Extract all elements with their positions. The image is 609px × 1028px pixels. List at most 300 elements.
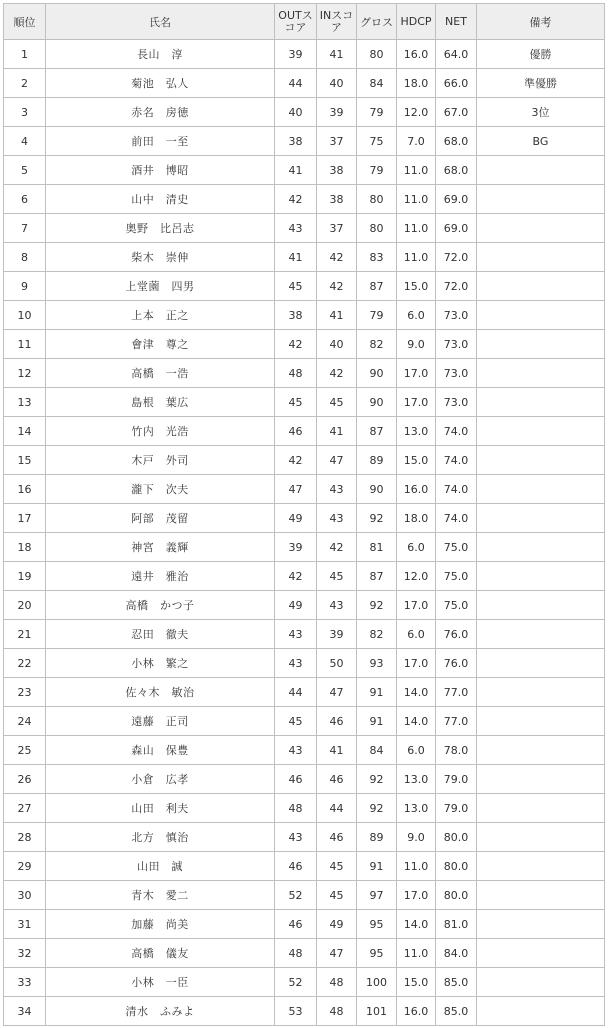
out-score-cell: 46 [275, 765, 317, 794]
table-row [4, 272, 605, 301]
net-cell: 74.0 [436, 475, 477, 504]
name-cell: 會津 尊之 [46, 330, 275, 359]
table-row [4, 533, 605, 562]
net-cell: 68.0 [436, 156, 477, 185]
gross-cell: 95 [357, 910, 397, 939]
out-score-cell: 43 [275, 649, 317, 678]
net-cell: 73.0 [436, 359, 477, 388]
note-cell [477, 446, 605, 475]
gross-cell: 89 [357, 823, 397, 852]
name-cell: 青木 愛二 [46, 881, 275, 910]
net-cell: 81.0 [436, 910, 477, 939]
gross-cell: 92 [357, 504, 397, 533]
gross-cell: 91 [357, 852, 397, 881]
name-cell: 柴木 崇伸 [46, 243, 275, 272]
in-score-cell: 45 [317, 388, 357, 417]
rank-cell: 2 [4, 69, 46, 98]
net-cell: 80.0 [436, 852, 477, 881]
hdcp-cell: 17.0 [397, 359, 436, 388]
hdcp-cell: 18.0 [397, 69, 436, 98]
hdcp-cell: 9.0 [397, 823, 436, 852]
note-cell [477, 243, 605, 272]
in-score-cell: 47 [317, 446, 357, 475]
table-row [4, 562, 605, 591]
name-cell: 瀧下 次夫 [46, 475, 275, 504]
table-row [4, 127, 605, 156]
hdcp-cell: 17.0 [397, 881, 436, 910]
note-cell [477, 620, 605, 649]
net-cell: 75.0 [436, 562, 477, 591]
net-cell: 78.0 [436, 736, 477, 765]
name-cell: 上堂薗 四男 [46, 272, 275, 301]
net-cell: 77.0 [436, 678, 477, 707]
net-cell: 84.0 [436, 939, 477, 968]
rank-cell: 16 [4, 475, 46, 504]
hdcp-cell: 11.0 [397, 243, 436, 272]
table-row [4, 388, 605, 417]
gross-cell: 80 [357, 185, 397, 214]
gross-cell: 90 [357, 388, 397, 417]
gross-cell: 79 [357, 98, 397, 127]
net-cell: 75.0 [436, 533, 477, 562]
note-cell [477, 736, 605, 765]
hdcp-cell: 18.0 [397, 504, 436, 533]
gross-cell: 84 [357, 736, 397, 765]
in-score-cell: 44 [317, 794, 357, 823]
net-cell: 74.0 [436, 504, 477, 533]
rank-cell: 14 [4, 417, 46, 446]
out-score-cell: 53 [275, 997, 317, 1026]
table-row [4, 330, 605, 359]
note-cell [477, 533, 605, 562]
in-score-cell: 39 [317, 620, 357, 649]
rank-cell: 9 [4, 272, 46, 301]
out-score-cell: 42 [275, 330, 317, 359]
net-cell: 66.0 [436, 69, 477, 98]
out-score-cell: 44 [275, 678, 317, 707]
note-cell [477, 214, 605, 243]
rank-cell: 1 [4, 40, 46, 69]
gross-cell: 84 [357, 69, 397, 98]
hdcp-cell: 17.0 [397, 591, 436, 620]
name-cell: 木戸 外司 [46, 446, 275, 475]
gross-cell: 83 [357, 243, 397, 272]
out-score-cell: 43 [275, 214, 317, 243]
name-cell: 高橋 儀友 [46, 939, 275, 968]
net-cell: 68.0 [436, 127, 477, 156]
table-row [4, 98, 605, 127]
out-score-cell: 43 [275, 823, 317, 852]
rank-cell: 8 [4, 243, 46, 272]
note-cell [477, 649, 605, 678]
out-score-cell: 44 [275, 69, 317, 98]
net-cell: 76.0 [436, 649, 477, 678]
table-row [4, 446, 605, 475]
table-row [4, 881, 605, 910]
name-cell: 忍田 徹夫 [46, 620, 275, 649]
note-cell [477, 591, 605, 620]
gross-cell: 92 [357, 591, 397, 620]
out-score-cell: 38 [275, 127, 317, 156]
table-row [4, 475, 605, 504]
gross-cell: 92 [357, 765, 397, 794]
note-cell [477, 765, 605, 794]
name-cell: 加藤 尚美 [46, 910, 275, 939]
in-score-cell: 46 [317, 765, 357, 794]
gross-cell: 90 [357, 475, 397, 504]
in-score-cell: 46 [317, 823, 357, 852]
hdcp-cell: 14.0 [397, 910, 436, 939]
gross-cell: 79 [357, 301, 397, 330]
out-score-cell: 48 [275, 359, 317, 388]
hdcp-cell: 7.0 [397, 127, 436, 156]
name-cell: 小林 繁之 [46, 649, 275, 678]
rank-cell: 12 [4, 359, 46, 388]
hdcp-cell: 17.0 [397, 388, 436, 417]
in-score-cell: 42 [317, 272, 357, 301]
note-cell [477, 968, 605, 997]
in-score-cell: 41 [317, 736, 357, 765]
net-cell: 79.0 [436, 794, 477, 823]
note-cell [477, 417, 605, 446]
net-cell: 73.0 [436, 330, 477, 359]
hdcp-cell: 11.0 [397, 156, 436, 185]
hdcp-cell: 11.0 [397, 939, 436, 968]
out-score-cell: 52 [275, 881, 317, 910]
name-cell: 遠井 雅治 [46, 562, 275, 591]
note-cell [477, 881, 605, 910]
gross-cell: 91 [357, 707, 397, 736]
net-cell: 77.0 [436, 707, 477, 736]
net-cell: 67.0 [436, 98, 477, 127]
note-cell [477, 330, 605, 359]
name-cell: 佐々木 敏治 [46, 678, 275, 707]
rank-cell: 6 [4, 185, 46, 214]
net-cell: 72.0 [436, 272, 477, 301]
note-cell [477, 823, 605, 852]
table-row [4, 707, 605, 736]
note-cell [477, 156, 605, 185]
note-cell [477, 852, 605, 881]
hdcp-cell: 9.0 [397, 330, 436, 359]
out-score-cell: 45 [275, 272, 317, 301]
rank-cell: 32 [4, 939, 46, 968]
gross-cell: 91 [357, 678, 397, 707]
gross-cell: 82 [357, 330, 397, 359]
rank-cell: 11 [4, 330, 46, 359]
note-cell: BG [477, 127, 605, 156]
hdcp-cell: 15.0 [397, 272, 436, 301]
name-cell: 菊池 弘人 [46, 69, 275, 98]
hdcp-cell: 6.0 [397, 620, 436, 649]
gross-cell: 101 [357, 997, 397, 1026]
out-score-cell: 41 [275, 243, 317, 272]
gross-cell: 90 [357, 359, 397, 388]
out-score-cell: 41 [275, 156, 317, 185]
in-score-cell: 45 [317, 852, 357, 881]
gross-cell: 79 [357, 156, 397, 185]
note-cell [477, 272, 605, 301]
net-cell: 79.0 [436, 765, 477, 794]
hdcp-cell: 17.0 [397, 649, 436, 678]
rank-cell: 33 [4, 968, 46, 997]
note-cell [477, 678, 605, 707]
table-body [4, 40, 605, 1026]
net-cell: 69.0 [436, 185, 477, 214]
table-row [4, 765, 605, 794]
hdcp-cell: 11.0 [397, 214, 436, 243]
name-cell: 小林 一臣 [46, 968, 275, 997]
gross-cell: 80 [357, 40, 397, 69]
table-row [4, 359, 605, 388]
note-cell: 3位 [477, 98, 605, 127]
gross-cell: 75 [357, 127, 397, 156]
table-row [4, 185, 605, 214]
table-header [4, 4, 605, 40]
out-score-cell: 45 [275, 388, 317, 417]
in-score-cell: 47 [317, 678, 357, 707]
net-cell: 75.0 [436, 591, 477, 620]
out-score-cell: 39 [275, 533, 317, 562]
in-score-cell: 37 [317, 214, 357, 243]
out-score-cell: 39 [275, 40, 317, 69]
note-cell [477, 562, 605, 591]
name-cell: 山中 清史 [46, 185, 275, 214]
rank-cell: 3 [4, 98, 46, 127]
rank-cell: 15 [4, 446, 46, 475]
table-row [4, 591, 605, 620]
gross-cell: 100 [357, 968, 397, 997]
net-cell: 69.0 [436, 214, 477, 243]
rank-cell: 34 [4, 997, 46, 1026]
name-cell: 神宮 義輝 [46, 533, 275, 562]
gross-cell: 87 [357, 562, 397, 591]
rank-cell: 20 [4, 591, 46, 620]
net-cell: 73.0 [436, 388, 477, 417]
net-cell: 64.0 [436, 40, 477, 69]
table-row [4, 939, 605, 968]
out-score-cell: 40 [275, 98, 317, 127]
in-score-cell: 39 [317, 98, 357, 127]
in-score-cell: 42 [317, 243, 357, 272]
rank-cell: 30 [4, 881, 46, 910]
note-cell [477, 504, 605, 533]
header-name: 氏名 [46, 4, 275, 40]
rank-cell: 17 [4, 504, 46, 533]
out-score-cell: 42 [275, 185, 317, 214]
out-score-cell: 43 [275, 736, 317, 765]
rank-cell: 7 [4, 214, 46, 243]
rank-cell: 4 [4, 127, 46, 156]
table-row [4, 678, 605, 707]
gross-cell: 93 [357, 649, 397, 678]
header-gross: グロス [357, 4, 397, 40]
hdcp-cell: 16.0 [397, 997, 436, 1026]
out-score-cell: 52 [275, 968, 317, 997]
gross-cell: 92 [357, 794, 397, 823]
rank-cell: 22 [4, 649, 46, 678]
hdcp-cell: 14.0 [397, 678, 436, 707]
table-row [4, 794, 605, 823]
hdcp-cell: 15.0 [397, 968, 436, 997]
header-row [4, 4, 605, 40]
hdcp-cell: 13.0 [397, 417, 436, 446]
in-score-cell: 43 [317, 504, 357, 533]
out-score-cell: 46 [275, 910, 317, 939]
gross-cell: 81 [357, 533, 397, 562]
net-cell: 73.0 [436, 301, 477, 330]
name-cell: 赤名 房徳 [46, 98, 275, 127]
in-score-cell: 42 [317, 533, 357, 562]
net-cell: 74.0 [436, 417, 477, 446]
out-score-cell: 42 [275, 446, 317, 475]
name-cell: 阿部 茂留 [46, 504, 275, 533]
table-row [4, 823, 605, 852]
gross-cell: 95 [357, 939, 397, 968]
hdcp-cell: 16.0 [397, 40, 436, 69]
table-row [4, 243, 605, 272]
header-net: NET [436, 4, 477, 40]
name-cell: 清水 ふみよ [46, 997, 275, 1026]
table-row [4, 910, 605, 939]
in-score-cell: 48 [317, 968, 357, 997]
note-cell [477, 388, 605, 417]
results-table [3, 3, 605, 1026]
note-cell [477, 997, 605, 1026]
header-in-score: INスコア [317, 4, 357, 40]
rank-cell: 27 [4, 794, 46, 823]
note-cell [477, 185, 605, 214]
table-row [4, 504, 605, 533]
name-cell: 高橋 かつ子 [46, 591, 275, 620]
name-cell: 島根 葉広 [46, 388, 275, 417]
out-score-cell: 48 [275, 939, 317, 968]
rank-cell: 28 [4, 823, 46, 852]
name-cell: 北方 慎治 [46, 823, 275, 852]
note-cell [477, 910, 605, 939]
in-score-cell: 40 [317, 330, 357, 359]
out-score-cell: 49 [275, 504, 317, 533]
table-row [4, 649, 605, 678]
out-score-cell: 42 [275, 562, 317, 591]
table-row [4, 301, 605, 330]
name-cell: 小倉 広孝 [46, 765, 275, 794]
hdcp-cell: 12.0 [397, 562, 436, 591]
out-score-cell: 47 [275, 475, 317, 504]
hdcp-cell: 16.0 [397, 475, 436, 504]
name-cell: 奥野 比呂志 [46, 214, 275, 243]
note-cell [477, 794, 605, 823]
header-hdcp: HDCP [397, 4, 436, 40]
gross-cell: 87 [357, 417, 397, 446]
net-cell: 74.0 [436, 446, 477, 475]
gross-cell: 80 [357, 214, 397, 243]
hdcp-cell: 15.0 [397, 446, 436, 475]
name-cell: 山田 利夫 [46, 794, 275, 823]
gross-cell: 89 [357, 446, 397, 475]
out-score-cell: 46 [275, 417, 317, 446]
in-score-cell: 41 [317, 301, 357, 330]
note-cell: 優勝 [477, 40, 605, 69]
net-cell: 85.0 [436, 997, 477, 1026]
header-out-score: OUTスコア [275, 4, 317, 40]
in-score-cell: 43 [317, 591, 357, 620]
net-cell: 76.0 [436, 620, 477, 649]
in-score-cell: 45 [317, 562, 357, 591]
rank-cell: 13 [4, 388, 46, 417]
rank-cell: 24 [4, 707, 46, 736]
hdcp-cell: 6.0 [397, 301, 436, 330]
in-score-cell: 38 [317, 156, 357, 185]
out-score-cell: 48 [275, 794, 317, 823]
in-score-cell: 40 [317, 69, 357, 98]
hdcp-cell: 13.0 [397, 765, 436, 794]
in-score-cell: 49 [317, 910, 357, 939]
table-row [4, 40, 605, 69]
table-row [4, 997, 605, 1026]
in-score-cell: 43 [317, 475, 357, 504]
name-cell: 遠藤 正司 [46, 707, 275, 736]
table-row [4, 156, 605, 185]
rank-cell: 25 [4, 736, 46, 765]
note-cell [477, 475, 605, 504]
in-score-cell: 45 [317, 881, 357, 910]
hdcp-cell: 6.0 [397, 533, 436, 562]
table-row [4, 417, 605, 446]
hdcp-cell: 14.0 [397, 707, 436, 736]
table-row [4, 852, 605, 881]
out-score-cell: 43 [275, 620, 317, 649]
in-score-cell: 46 [317, 707, 357, 736]
rank-cell: 23 [4, 678, 46, 707]
in-score-cell: 41 [317, 417, 357, 446]
note-cell [477, 707, 605, 736]
table-row [4, 69, 605, 98]
table-row [4, 968, 605, 997]
table-row [4, 620, 605, 649]
name-cell: 竹内 光浩 [46, 417, 275, 446]
net-cell: 85.0 [436, 968, 477, 997]
header-rank: 順位 [4, 4, 46, 40]
net-cell: 80.0 [436, 823, 477, 852]
header-note: 備考 [477, 4, 605, 40]
in-score-cell: 48 [317, 997, 357, 1026]
in-score-cell: 37 [317, 127, 357, 156]
net-cell: 80.0 [436, 881, 477, 910]
rank-cell: 5 [4, 156, 46, 185]
rank-cell: 19 [4, 562, 46, 591]
hdcp-cell: 12.0 [397, 98, 436, 127]
name-cell: 酒井 博昭 [46, 156, 275, 185]
in-score-cell: 38 [317, 185, 357, 214]
note-cell [477, 301, 605, 330]
gross-cell: 82 [357, 620, 397, 649]
in-score-cell: 50 [317, 649, 357, 678]
out-score-cell: 38 [275, 301, 317, 330]
gross-cell: 87 [357, 272, 397, 301]
hdcp-cell: 13.0 [397, 794, 436, 823]
name-cell: 上本 正之 [46, 301, 275, 330]
rank-cell: 26 [4, 765, 46, 794]
rank-cell: 21 [4, 620, 46, 649]
name-cell: 山田 誠 [46, 852, 275, 881]
net-cell: 72.0 [436, 243, 477, 272]
in-score-cell: 42 [317, 359, 357, 388]
name-cell: 森山 保豊 [46, 736, 275, 765]
rank-cell: 29 [4, 852, 46, 881]
rank-cell: 18 [4, 533, 46, 562]
hdcp-cell: 11.0 [397, 185, 436, 214]
